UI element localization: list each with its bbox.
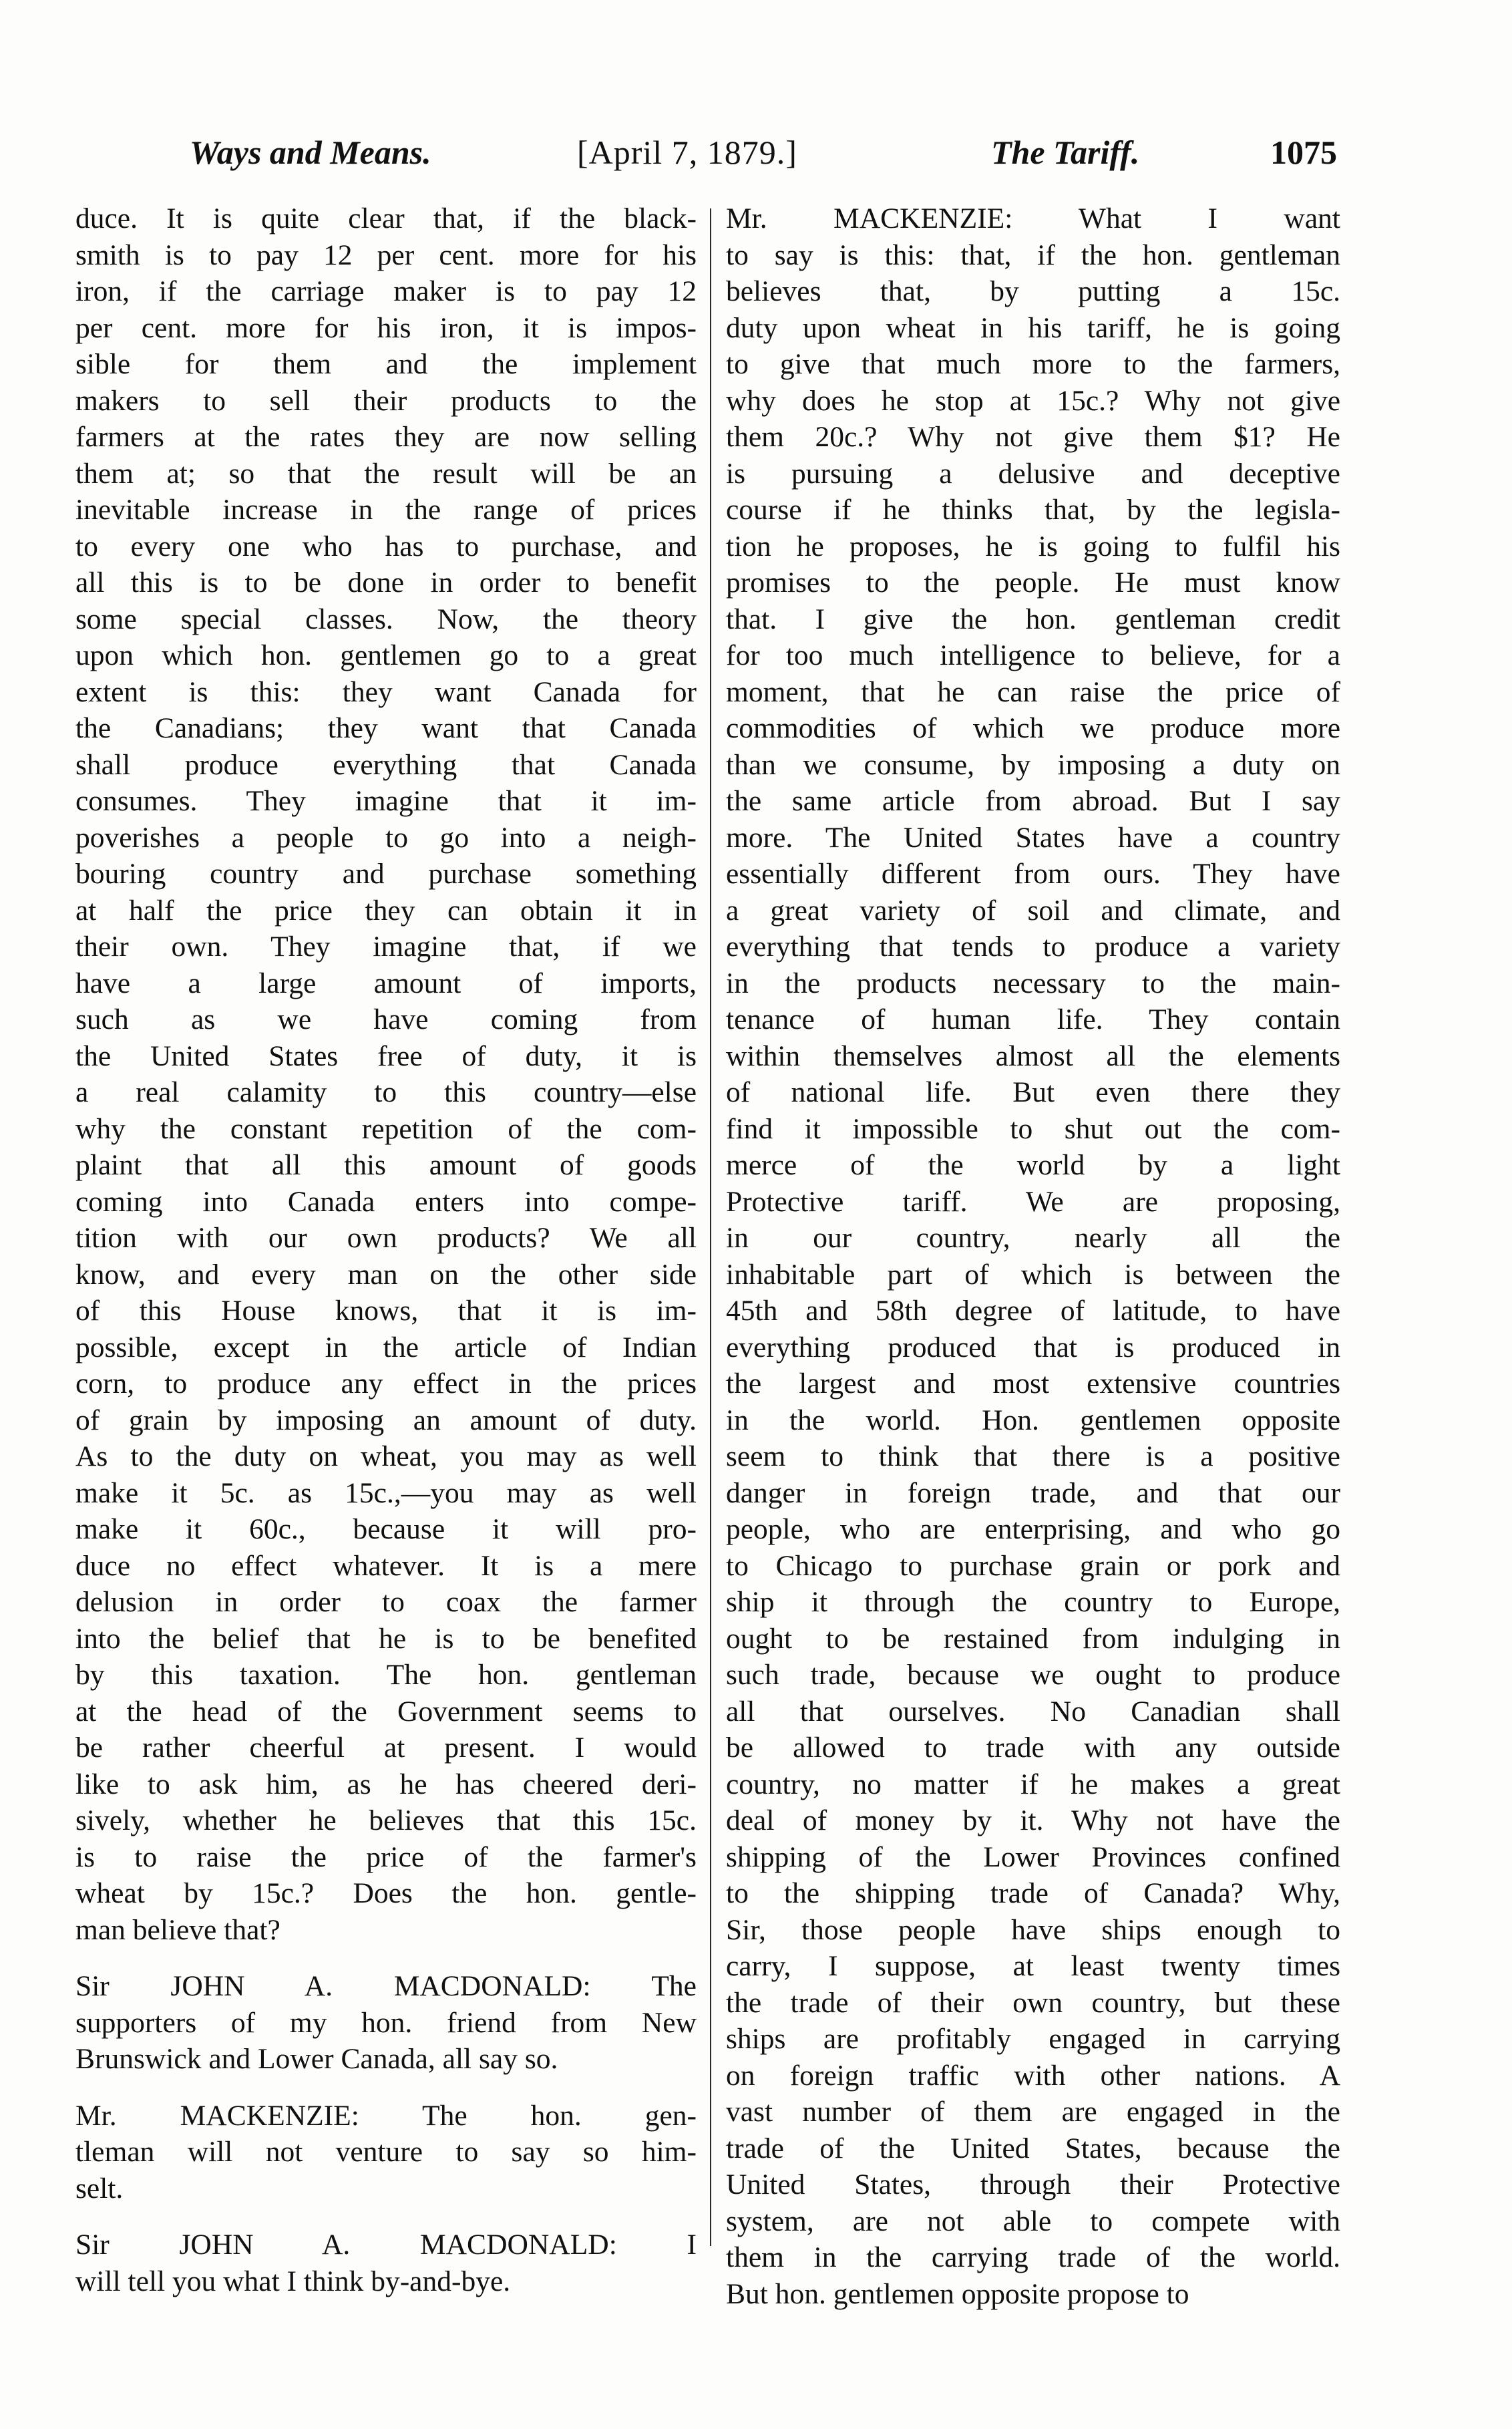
text-line: in the products necessary to the main-	[726, 967, 1340, 999]
header-section-title: Ways and Means.	[190, 134, 431, 171]
text-line: 45th and 58th degree of latitude, to have	[726, 1295, 1340, 1327]
right-column	[726, 200, 1340, 2312]
text-line: people, who are enterprising, and who go	[726, 1513, 1340, 1545]
text-line: per cent. more for his iron, it is impos-	[75, 311, 697, 344]
speech-sir-john-macdonald-reply	[75, 2227, 697, 2299]
text-line: promises to the people. He must know	[726, 566, 1340, 599]
text-line: to give that much more to the farmers,	[726, 348, 1340, 380]
text-line: farmers at the rates they are now selling	[75, 421, 697, 453]
text-line: of this House knows, that it is im-	[75, 1295, 697, 1327]
text-line: selt.	[75, 2172, 124, 2205]
text-line: the trade of their own country, but these	[726, 1986, 1340, 2019]
column-divider	[710, 208, 711, 2246]
text-line: upon which hon. gentlemen go to a great	[75, 639, 697, 671]
header-topic: The Tariff.	[991, 134, 1140, 171]
text-line: them 20c.? Why not give them $1? He	[726, 421, 1340, 453]
text-line: makers to sell their products to the	[75, 384, 697, 417]
text-line: make it 5c. as 15c.,—you may as well	[75, 1476, 697, 1509]
text-line: them in the carrying trade of the world.	[726, 2241, 1340, 2273]
text-line: Brunswick and Lower Canada, all say so.	[75, 2043, 558, 2075]
text-line: at the head of the Government seems to	[75, 1695, 697, 1728]
text-line: to every one who has to purchase, and	[75, 530, 697, 562]
text-line: is to raise the price of the farmer's	[75, 1840, 697, 1873]
text-line: all that ourselves. No Canadian shall	[726, 1695, 1340, 1728]
text-line: some special classes. Now, the theory	[75, 603, 697, 635]
text-line: than we consume, by imposing a duty on	[726, 748, 1340, 781]
text-line: Mr. MACKENZIE: The hon. gen-	[75, 2099, 697, 2132]
text-line: find it impossible to shut out the com-	[726, 1112, 1340, 1145]
speech-mr-mackenzie-main	[726, 200, 1340, 2312]
text-line: by this taxation. The hon. gentleman	[75, 1659, 697, 1691]
text-line: iron, if the carriage maker is to pay 12	[75, 275, 697, 307]
text-line: man believe that?	[75, 1913, 280, 1946]
text-line: the United States free of duty, it is	[75, 1039, 697, 1072]
page-number: 1075	[1270, 134, 1337, 171]
text-line: the Canadians; they want that Canada	[75, 712, 697, 744]
text-line: why the constant repetition of the com-	[75, 1112, 697, 1145]
text-line: trade of the United States, because the	[726, 2132, 1340, 2164]
text-line: tion he proposes, he is going to fulfil his	[726, 530, 1340, 562]
text-line: United States, through their Protective	[726, 2168, 1340, 2201]
text-line: them at; so that the result will be an	[75, 457, 697, 490]
text-line: danger in foreign trade, and that our	[726, 1476, 1340, 1509]
text-line: sible for them and the implement	[75, 348, 697, 380]
text-line: is pursuing a delusive and deceptive	[726, 457, 1340, 490]
text-line: sively, whether he believes that this 15c.	[75, 1804, 697, 1836]
speech-continuation	[75, 200, 697, 1948]
text-line: will tell you what I think by-and-bye.	[75, 2265, 511, 2297]
text-line: ship it through the country to Europe,	[726, 1586, 1340, 1618]
text-line: such trade, because we ought to produce	[726, 1659, 1340, 1691]
text-line: in our country, nearly all the	[726, 1222, 1340, 1254]
text-line: Protective tariff. We are proposing,	[726, 1185, 1340, 1218]
text-line: inevitable increase in the range of prices	[75, 494, 697, 526]
text-line: plaint that all this amount of goods	[75, 1149, 697, 1181]
text-line: course if he thinks that, by the legisla-	[726, 494, 1340, 526]
text-line: everything produced that is produced in	[726, 1331, 1340, 1363]
text-line: more. The United States have a country	[726, 821, 1340, 854]
text-line: commodities of which we produce more	[726, 712, 1340, 744]
text-line: ought to be restained from indulging in	[726, 1622, 1340, 1655]
text-line: corn, to produce any effect in the prices	[75, 1367, 697, 1400]
text-line: know, and every man on the other side	[75, 1258, 697, 1291]
text-line: supporters of my hon. friend from New	[75, 2006, 697, 2039]
text-line: country, no matter if he makes a great	[726, 1768, 1340, 1800]
text-line: duce. It is quite clear that, if the black-	[75, 202, 697, 234]
text-line: coming into Canada enters into compe-	[75, 1185, 697, 1218]
text-line: essentially different from ours. They have	[726, 858, 1340, 890]
text-line: their own. They imagine that, if we	[75, 931, 697, 963]
text-line: tleman will not venture to say so him-	[75, 2136, 697, 2168]
text-line: inhabitable part of which is between the	[726, 1258, 1340, 1291]
speech-sir-john-macdonald	[75, 1968, 697, 2078]
text-line: As to the duty on wheat, you may as well	[75, 1440, 697, 1472]
text-line: poverishes a people to go into a neigh-	[75, 821, 697, 854]
text-line: duty upon wheat in his tariff, he is going	[726, 311, 1340, 344]
text-line: vast number of them are engaged in the	[726, 2096, 1340, 2128]
text-line: bouring country and purchase something	[75, 858, 697, 890]
text-line: duce no effect whatever. It is a mere	[75, 1549, 697, 1582]
text-line: carry, I suppose, at least twenty times	[726, 1950, 1340, 1982]
text-line: Sir JOHN A. MACDONALD: The	[75, 1970, 697, 2002]
header-date: [April 7, 1879.]	[577, 134, 797, 171]
text-line: system, are not able to compete with	[726, 2205, 1340, 2237]
text-line: shipping of the Lower Provinces confined	[726, 1840, 1340, 1873]
text-line: tenance of human life. They contain	[726, 1003, 1340, 1035]
text-line: a real calamity to this country—else	[75, 1076, 697, 1108]
text-line: possible, except in the article of Indian	[75, 1331, 697, 1363]
text-line: deal of money by it. Why not have the	[726, 1804, 1340, 1836]
text-line: all this is to be done in order to benefit	[75, 566, 697, 599]
text-line: to say is this: that, if the hon. gentleman	[726, 238, 1340, 271]
text-line: ships are profitably engaged in carrying	[726, 2023, 1340, 2055]
text-line: believes that, by putting a 15c.	[726, 275, 1340, 307]
left-column	[75, 200, 697, 2299]
text-line: such as we have coming from	[75, 1003, 697, 1035]
text-line: that. I give the hon. gentleman credit	[726, 603, 1340, 635]
text-line: within themselves almost all the elements	[726, 1039, 1340, 1072]
text-line: to the shipping trade of Canada? Why,	[726, 1877, 1340, 1909]
text-line: moment, that he can raise the price of	[726, 675, 1340, 708]
text-line: to Chicago to purchase grain or pork and	[726, 1549, 1340, 1582]
text-line: smith is to pay 12 per cent. more for his	[75, 238, 697, 271]
running-header	[190, 126, 1337, 179]
text-line: a great variety of soil and climate, and	[726, 894, 1340, 927]
text-line: delusion in order to coax the farmer	[75, 1586, 697, 1618]
text-line: merce of the world by a light	[726, 1149, 1340, 1181]
speech-mr-mackenzie	[75, 2098, 697, 2207]
text-line: consumes. They imagine that it im-	[75, 785, 697, 817]
text-line: But hon. gentlemen opposite propose to	[726, 2277, 1189, 2310]
text-line: shall produce everything that Canada	[75, 748, 697, 781]
text-line: the same article from abroad. But I say	[726, 785, 1340, 817]
text-line: in the world. Hon. gentlemen opposite	[726, 1404, 1340, 1436]
text-line: seem to think that there is a positive	[726, 1440, 1340, 1472]
text-line: at half the price they can obtain it in	[75, 894, 697, 927]
text-line: have a large amount of imports,	[75, 967, 697, 999]
text-line: wheat by 15c.? Does the hon. gentle-	[75, 1877, 697, 1909]
text-line: of national life. But even there they	[726, 1076, 1340, 1108]
text-line: tition with our own products? We all	[75, 1222, 697, 1254]
text-line: for too much intelligence to believe, for a	[726, 639, 1340, 671]
text-line: Sir JOHN A. MACDONALD: I	[75, 2229, 697, 2261]
text-line: like to ask him, as he has cheered deri-	[75, 1768, 697, 1800]
text-line: on foreign traffic with other nations. A	[726, 2059, 1340, 2092]
text-line: extent is this: they want Canada for	[75, 675, 697, 708]
text-line: Mr. MACKENZIE: What I want	[726, 202, 1340, 234]
text-line: into the belief that he is to be benefited	[75, 1622, 697, 1655]
text-line: why does he stop at 15c.? Why not give	[726, 384, 1340, 417]
text-line: make it 60c., because it will pro-	[75, 1513, 697, 1545]
text-line: of grain by imposing an amount of duty.	[75, 1404, 697, 1436]
text-line: everything that tends to produce a variety	[726, 931, 1340, 963]
text-line: be rather cheerful at present. I would	[75, 1732, 697, 1764]
text-line: be allowed to trade with any outside	[726, 1732, 1340, 1764]
text-line: the largest and most extensive countries	[726, 1367, 1340, 1400]
text-line: Sir, those people have ships enough to	[726, 1913, 1340, 1946]
